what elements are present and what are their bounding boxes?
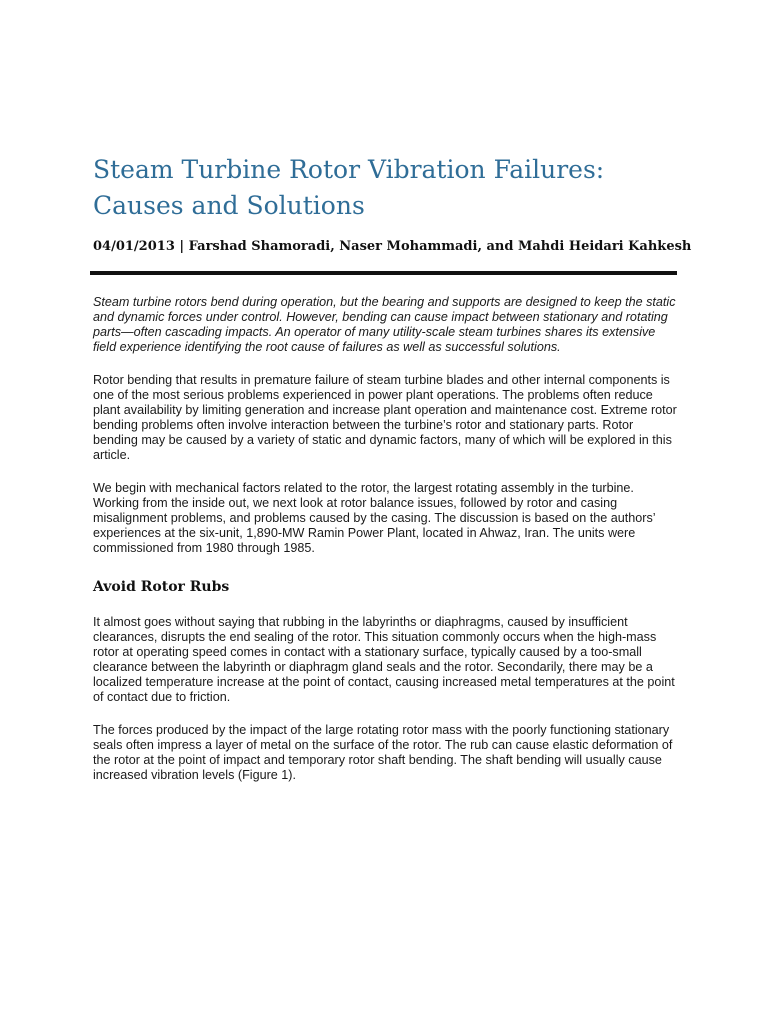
title-divider [90,271,677,275]
article-byline: 04/01/2013 | Farshad Shamoradi, Naser Mohammadi, and Mahdi Heidari Kahkesh [93,239,692,254]
article [93,152,692,783]
article-abstract: Steam turbine rotors bend during operation, but the bearing and supports are designed to keep the static and dynamic forces under control. However, bending can cause impact between stationary and rotating parts—often cascading impacts. An operator of many utility-scale steam turbines shares its extensive field experience identifying the root cause of failures as well as successful solutions. [93,295,676,354]
section-paragraph-2: The forces produced by the impact of the large rotating rotor mass with the poorly functioning stationary seals often impress a layer of metal on the surface of the rotor. The rub can cause elastic deformation of the rotor at the point of impact and temporary rotor shaft bending. The shaft bending will usually cause increased vibration levels (Figure 1). [93,723,673,782]
section-paragraph-1: It almost goes without saying that rubbing in the labyrinths or diaphragms, caused by insufficient clearances, disrupts the end sealing of the rotor. This situation commonly occurs when the high-mass rotor at operating speed comes in contact with a stationary surface, typically caused by a too-small clearance between the labyrinth or diaphragm gland seals and the rotor. Secondarily, there may be a localized temperature increase at the point of contact, causing increased metal temperatures at the point of contact due to friction. [93,615,675,704]
body-paragraph-2: We begin with mechanical factors related to the rotor, the largest rotating assembly in the turbine. Working from the inside out, we next look at rotor balance issues, followed by rotor and casing misalignment problems, and problems caused by the casing. The discussion is based on the authors’ experiences at the six-unit, 1,890-MW Ramin Power Plant, located in Ahwaz, Iran. The units were commissioned from 1980 through 1985. [93,481,656,555]
section-heading: Avoid Rotor Rubs [93,579,230,595]
article-title: Steam Turbine Rotor Vibration Failures: Causes and Solutions [93,155,605,220]
body-paragraph-1: Rotor bending that results in premature failure of steam turbine blades and other internal components is one of the most serious problems experienced in power plant operations. The problems often reduce plant availability by limiting generation and increase plant operation and maintenance cost. Extreme rotor bending problems often involve interaction between the turbine’s rotor and stationary parts. Rotor bending may be caused by a variety of static and dynamic factors, many of which will be explored in this article. [93,373,677,462]
